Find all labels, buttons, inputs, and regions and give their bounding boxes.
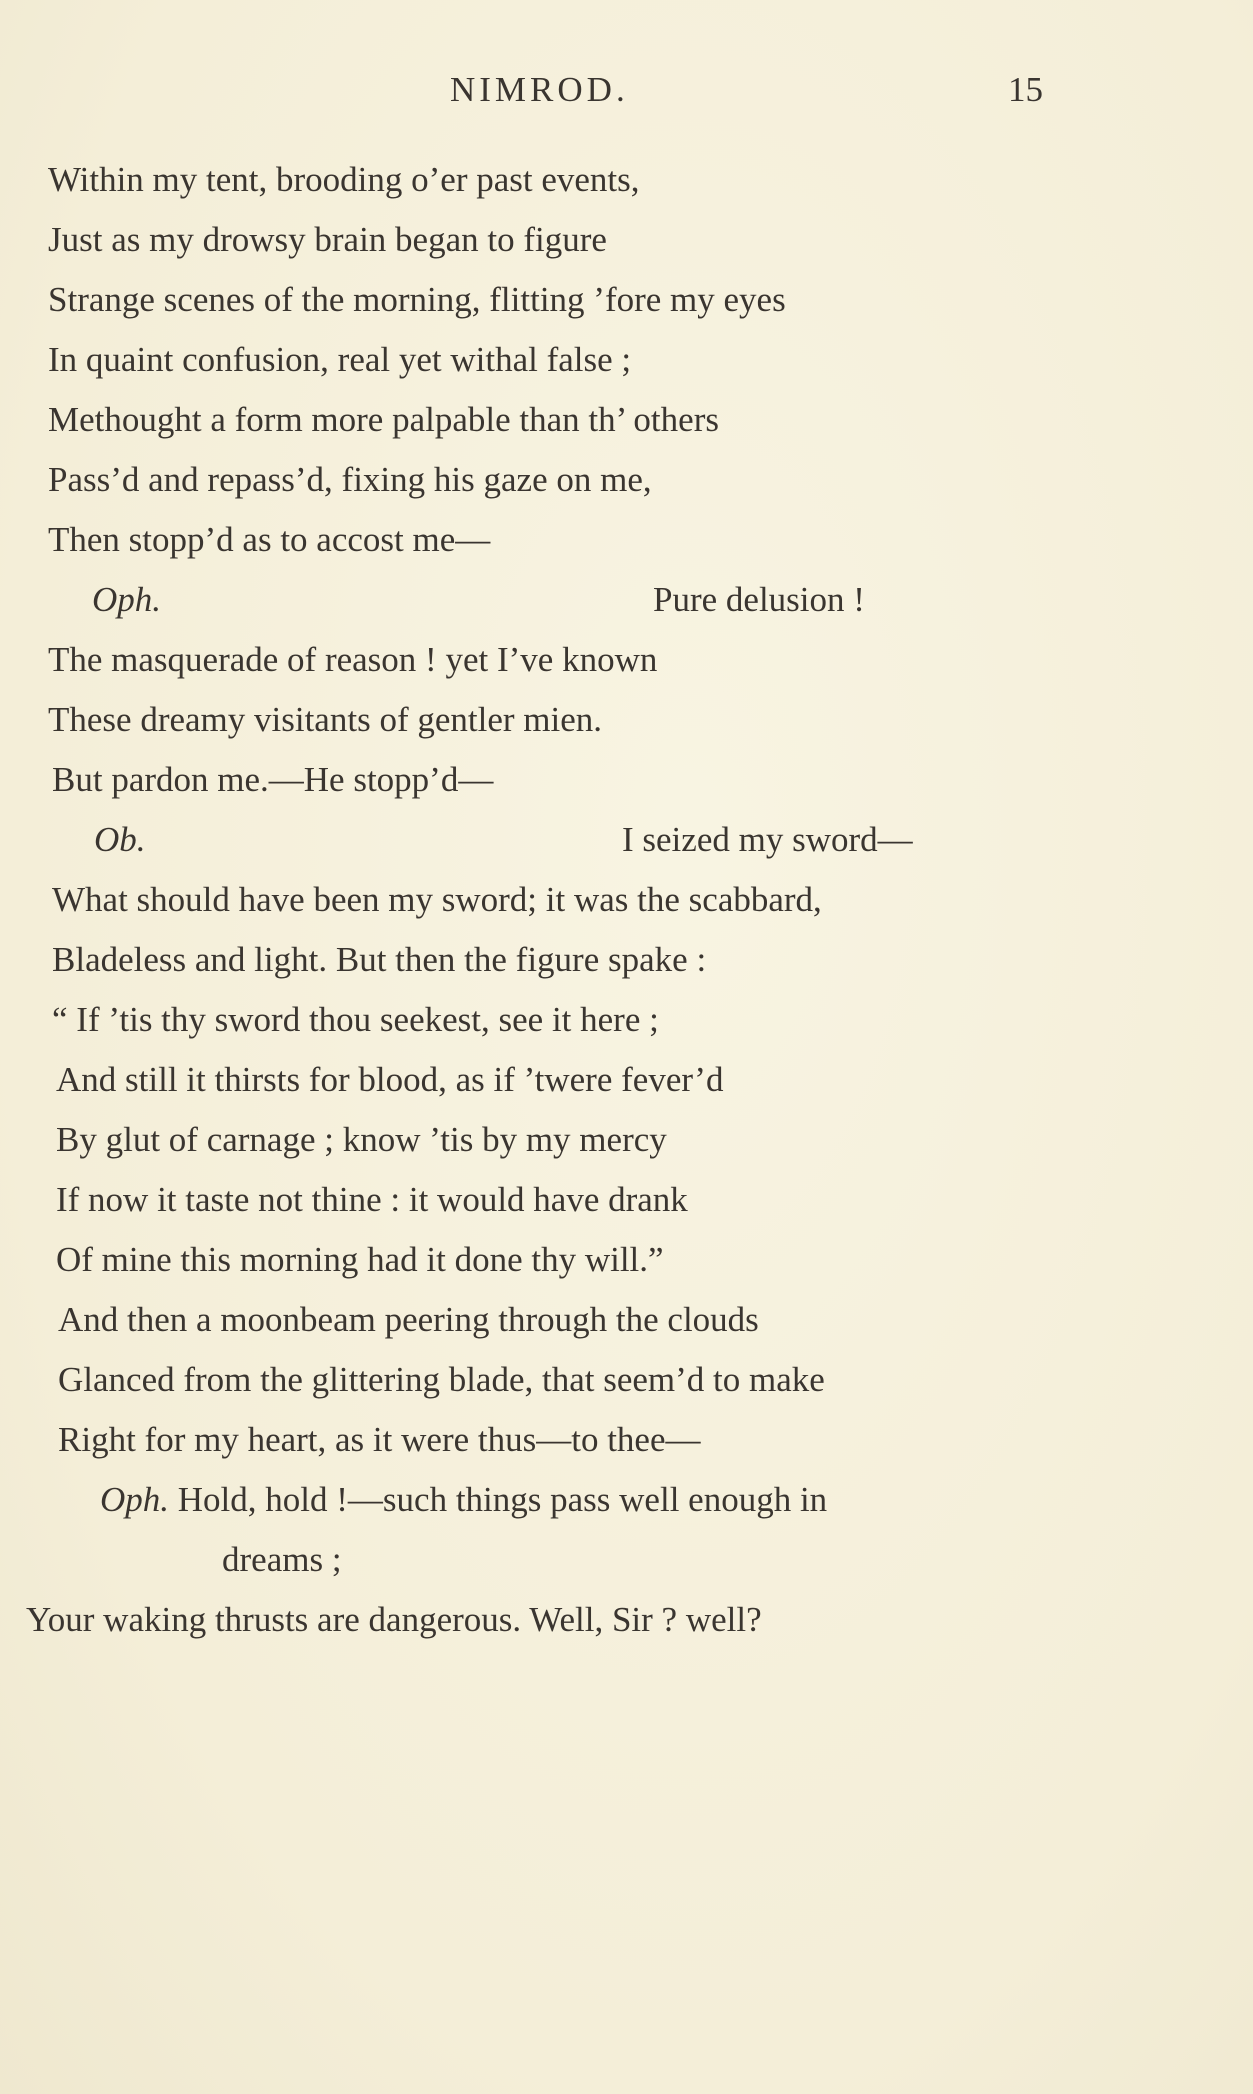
verse-line: By glut of carnage ; know ’tis by my mercy bbox=[56, 1120, 667, 1159]
verse-line: And then a moonbeam peering through the clouds bbox=[58, 1300, 759, 1339]
speaker-line bbox=[100, 1480, 827, 1520]
verse-line-text: Hold, hold !—such things pass well enough in bbox=[177, 1480, 828, 1519]
verse-line: “ If ’tis thy sword thou seekest, see it here ; bbox=[52, 1000, 659, 1039]
verse-line: What should have been my sword; it was the scabbard, bbox=[52, 880, 822, 919]
verse-line: In quaint confusion, real yet withal false ; bbox=[48, 340, 632, 379]
speaker-label bbox=[92, 580, 161, 620]
verse-line: Bladeless and light. But then the figure spake : bbox=[52, 940, 707, 979]
verse-line: Methought a form more palpable than th’ others bbox=[48, 400, 719, 439]
verse-line: Glanced from the glittering blade, that seem’d to make bbox=[58, 1360, 825, 1399]
verse-line: Just as my drowsy brain began to figure bbox=[48, 220, 607, 259]
verse-line: And still it thirsts for blood, as if ’twere fever’d bbox=[56, 1060, 724, 1099]
running-head-title: NIMROD. bbox=[450, 70, 629, 109]
verse-line: Within my tent, brooding o’er past events, bbox=[48, 160, 640, 199]
verse-line-continuation: dreams ; bbox=[222, 1540, 342, 1579]
verse-line: Then stopp’d as to accost me— bbox=[48, 520, 491, 559]
speaker-name: Oph. bbox=[92, 580, 162, 619]
verse-line: These dreamy visitants of gentler mien. bbox=[48, 700, 603, 739]
verse-line: Your waking thrusts are dangerous. Well, Sir ? well? bbox=[26, 1600, 762, 1639]
verse-line: Pass’d and repass’d, fixing his gaze on me, bbox=[48, 460, 652, 499]
speaker-name: Oph. bbox=[100, 1480, 170, 1519]
verse-line: The masquerade of reason ! yet I’ve known bbox=[48, 640, 658, 679]
verse-line: But pardon me.—He stopp’d— bbox=[52, 760, 494, 799]
page-number: 15 bbox=[1008, 70, 1043, 109]
verse-line: Of mine this morning had it done thy will.” bbox=[56, 1240, 664, 1279]
speaker-name: Ob. bbox=[94, 820, 146, 859]
verse-line: Right for my heart, as it were thus—to thee— bbox=[58, 1420, 701, 1459]
verse-line: Pure delusion ! bbox=[653, 580, 865, 619]
speaker-label bbox=[94, 820, 146, 860]
verse-line: I seized my sword— bbox=[622, 820, 913, 859]
running-head bbox=[0, 70, 1253, 120]
verse-line: If now it taste not thine : it would have drank bbox=[56, 1180, 688, 1219]
verse-line: Strange scenes of the morning, flitting ’fore my eyes bbox=[48, 280, 786, 319]
